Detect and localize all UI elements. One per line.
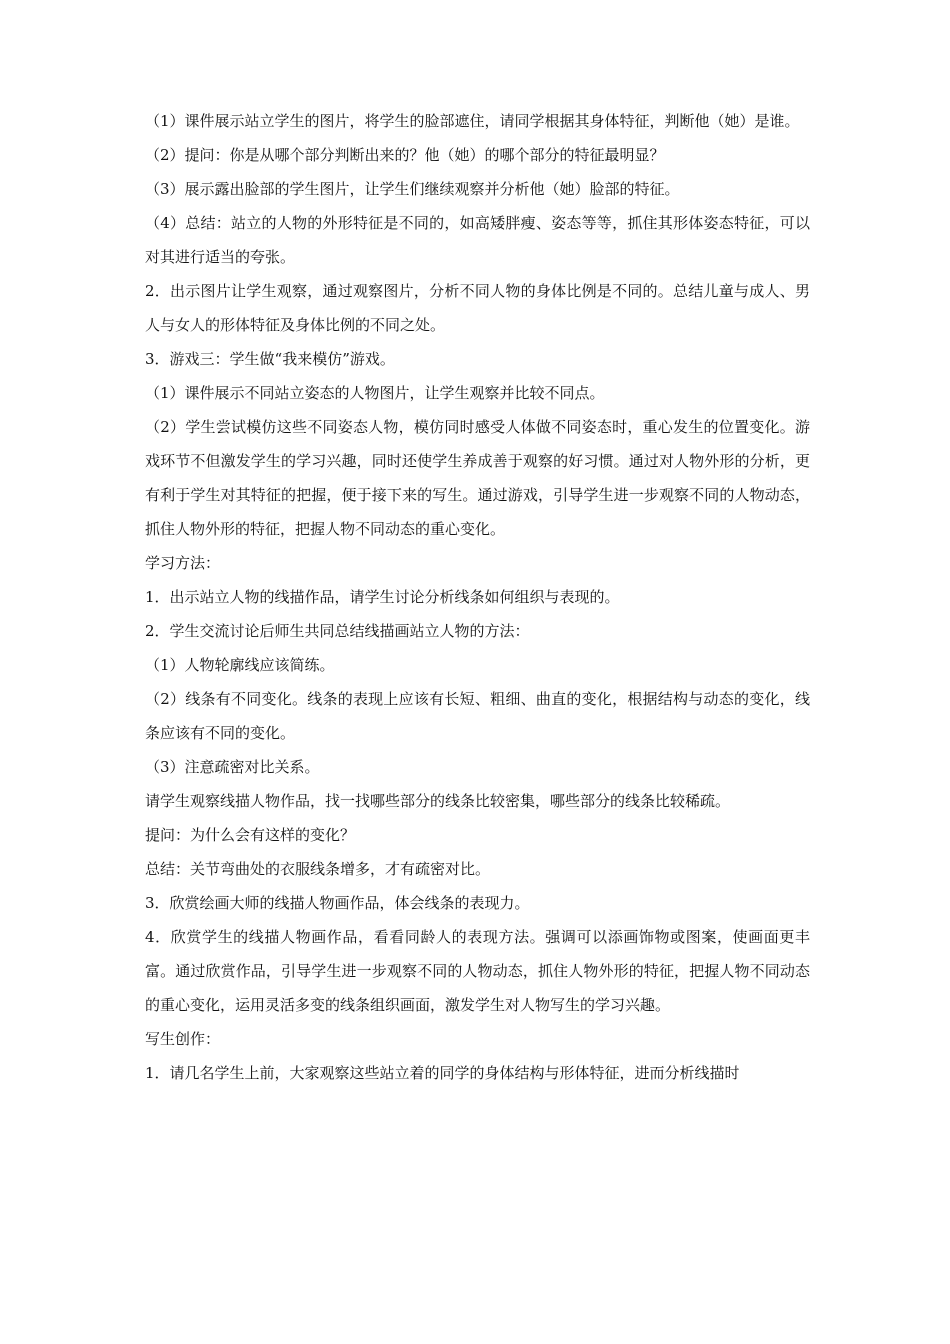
- paragraph-face-hidden: （1）课件展示站立学生的图片，将学生的脸部遮住，请同学根据其身体特征，判断他（她）是谁。: [145, 112, 800, 130]
- paragraph-density-contrast: （3）注意疏密对比关系。: [145, 758, 320, 776]
- paragraph-line-drawing-works: 1．出示站立人物的线描作品，请学生讨论分析线条如何组织与表现的。: [145, 588, 620, 606]
- paragraph-joint-summary: 总结：关节弯曲处的衣服线条增多，才有疏密对比。: [145, 860, 491, 878]
- heading-sketch-creation: 写生创作：: [145, 1030, 221, 1048]
- paragraph-summary-features: （4）总结：站立的人物的外形特征是不同的，如高矮胖瘦、姿态等等，抓住其形体姿态特征，可以对其进行适当的夸张。: [145, 214, 810, 266]
- paragraph-students-model: 1．请几名学生上前，大家观察这些站立着的同学的身体结构与形体特征，进而分析线描时: [145, 1064, 740, 1082]
- paragraph-body-proportion: 2．出示图片让学生观察，通过观察图片，分析不同人物的身体比例是不同的。总结儿童与成人、男人与女人的形体特征及身体比例的不同之处。: [145, 282, 810, 334]
- paragraph-masters-works: 3．欣赏绘画大师的线描人物画作品，体会线条的表现力。: [145, 894, 530, 912]
- paragraph-outline-concise: （1）人物轮廓线应该简练。: [145, 656, 335, 674]
- paragraph-discussion-summary: 2．学生交流讨论后师生共同总结线描画站立人物的方法：: [145, 622, 530, 640]
- paragraph-face-shown: （3）展示露出脸部的学生图片，让学生们继续观察并分析他（她）脸部的特征。: [145, 180, 680, 198]
- document-page: [145, 104, 810, 1090]
- paragraph-question: （2）提问：你是从哪个部分判断出来的？他（她）的哪个部分的特征最明显？: [145, 146, 665, 164]
- paragraph-why-question: 提问：为什么会有这样的变化？: [145, 826, 356, 844]
- paragraph-pose-pictures: （1）课件展示不同站立姿态的人物图片，让学生观察并比较不同点。: [145, 384, 605, 402]
- heading-learning-methods: 学习方法：: [145, 554, 221, 572]
- paragraph-student-works: 4．欣赏学生的线描人物画作品，看看同龄人的表现方法。强调可以添画饰物或图案，使画面更丰富。通过欣赏作品，引导学生进一步观察不同的人物动态，抓住人物外形的特征，把握人物不同动态的重心变化，运用灵活多变的线条组织画面，激发学生对人物写生的学习兴趣。: [145, 928, 810, 1014]
- paragraph-game-three: 3．游戏三：学生做“我来模仿”游戏。: [145, 350, 395, 368]
- paragraph-line-variation: （2）线条有不同变化。线条的表现上应该有长短、粗细、曲直的变化，根据结构与动态的变化，线条应该有不同的变化。: [145, 690, 810, 742]
- paragraph-observe-density: 请学生观察线描人物作品，找一找哪些部分的线条比较密集，哪些部分的线条比较稀疏。: [145, 792, 731, 810]
- paragraph-imitate-poses: （2）学生尝试模仿这些不同姿态人物，模仿同时感受人体做不同姿态时，重心发生的位置变化。游戏环节不但激发学生的学习兴趣，同时还使学生养成善于观察的好习惯。通过对人物外形的分析，更有利于学生对其特征的把握，便于接下来的写生。通过游戏，引导学生进一步观察不同的人物动态，抓住人物外形的特征，把握人物不同动态的重心变化。: [145, 418, 810, 538]
